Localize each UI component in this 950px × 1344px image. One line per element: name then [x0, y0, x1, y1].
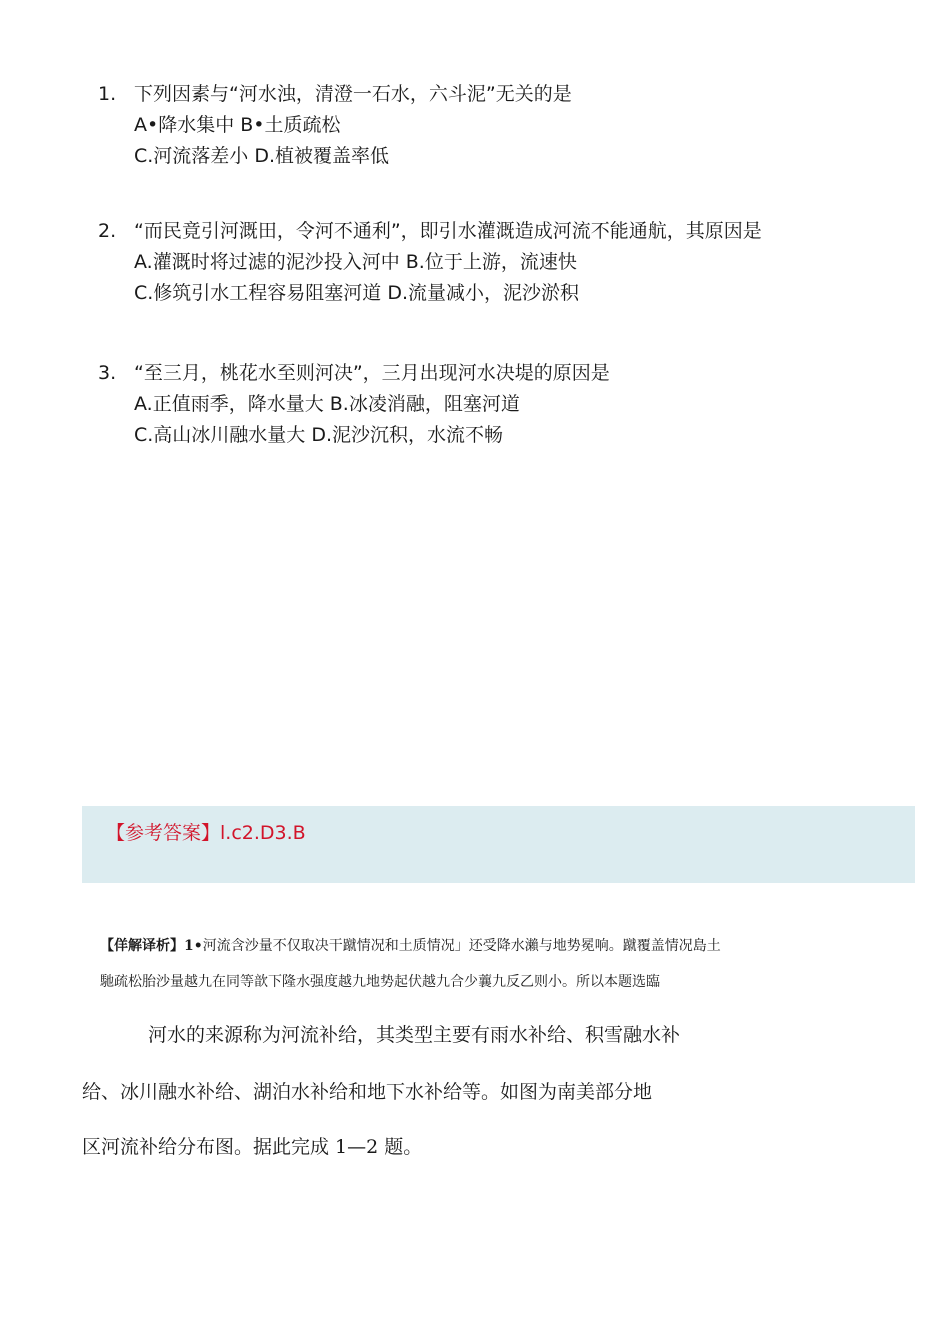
- question-number: 2.: [98, 220, 117, 242]
- answer-box: [82, 806, 915, 883]
- question-options-line: C.修筑引水工程容易阻塞河道 D.流量减小，泥沙淤积: [134, 282, 580, 304]
- explanation-line-2: 馳疏松胎沙量越九在同等歆下隆水强度越九地势起伏越九合少蘘九反乙则小。所以本题选臨: [100, 974, 660, 990]
- explanation-text: 河流含沙量不仅取决干蹴情况和土质情况」还受降水瀨与地势冕响。蹴覆盖情况島土: [202, 938, 721, 954]
- question-number: 1.: [98, 83, 117, 105]
- question-3: [98, 358, 898, 451]
- answer-text: 【参考答案】l.c2.D3.B: [106, 822, 306, 844]
- question-options-line: C.河流落差小 D.植被覆盖率低: [134, 145, 390, 167]
- question-stem: [98, 79, 898, 110]
- question-options-line: A.灌溉时将过滤的泥沙投入河中 B.位于上游，流速快: [134, 251, 577, 273]
- explanation-label: 【佯解译析】: [100, 938, 184, 954]
- question-options-line: A•降水集中 B•土质疏松: [134, 114, 341, 136]
- explanation-line-1: [100, 928, 910, 964]
- question-options-line: C.高山冰川融水量大 D.泥沙沉积，水流不畅: [134, 424, 504, 446]
- paragraph-line-2: 给、冰川融水补给、湖泊水补给和地下水补给等。如图为南美部分地: [82, 1081, 653, 1103]
- question-2: [98, 216, 898, 309]
- explanation-lead: 1•: [184, 938, 203, 954]
- explanation: [100, 928, 910, 1000]
- question-text: 下列因素与“河水浊，清澄一石水，六斗泥”无关的是: [134, 83, 572, 105]
- question-options-line: A.正值雨季，降水量大 B.冰凌消融，阻塞河道: [134, 393, 520, 415]
- question-stem: [98, 216, 898, 247]
- question-stem: [98, 358, 898, 389]
- question-number: 3.: [98, 362, 117, 384]
- paragraph-line-1: 河水的来源称为河流补给，其类型主要有雨水补给、积雪融水补: [148, 1024, 681, 1046]
- paragraph-line-3: 区河流补给分布图。据此完成 1—2 题。: [82, 1136, 423, 1158]
- question-1: [98, 79, 898, 172]
- question-text: “而民竟引河溉田，令河不通利”，即引水灌溉造成河流不能通航，其原因是: [134, 220, 762, 242]
- question-text: “至三月，桃花水至则河决”，三月出现河水决堤的原因是: [134, 362, 610, 384]
